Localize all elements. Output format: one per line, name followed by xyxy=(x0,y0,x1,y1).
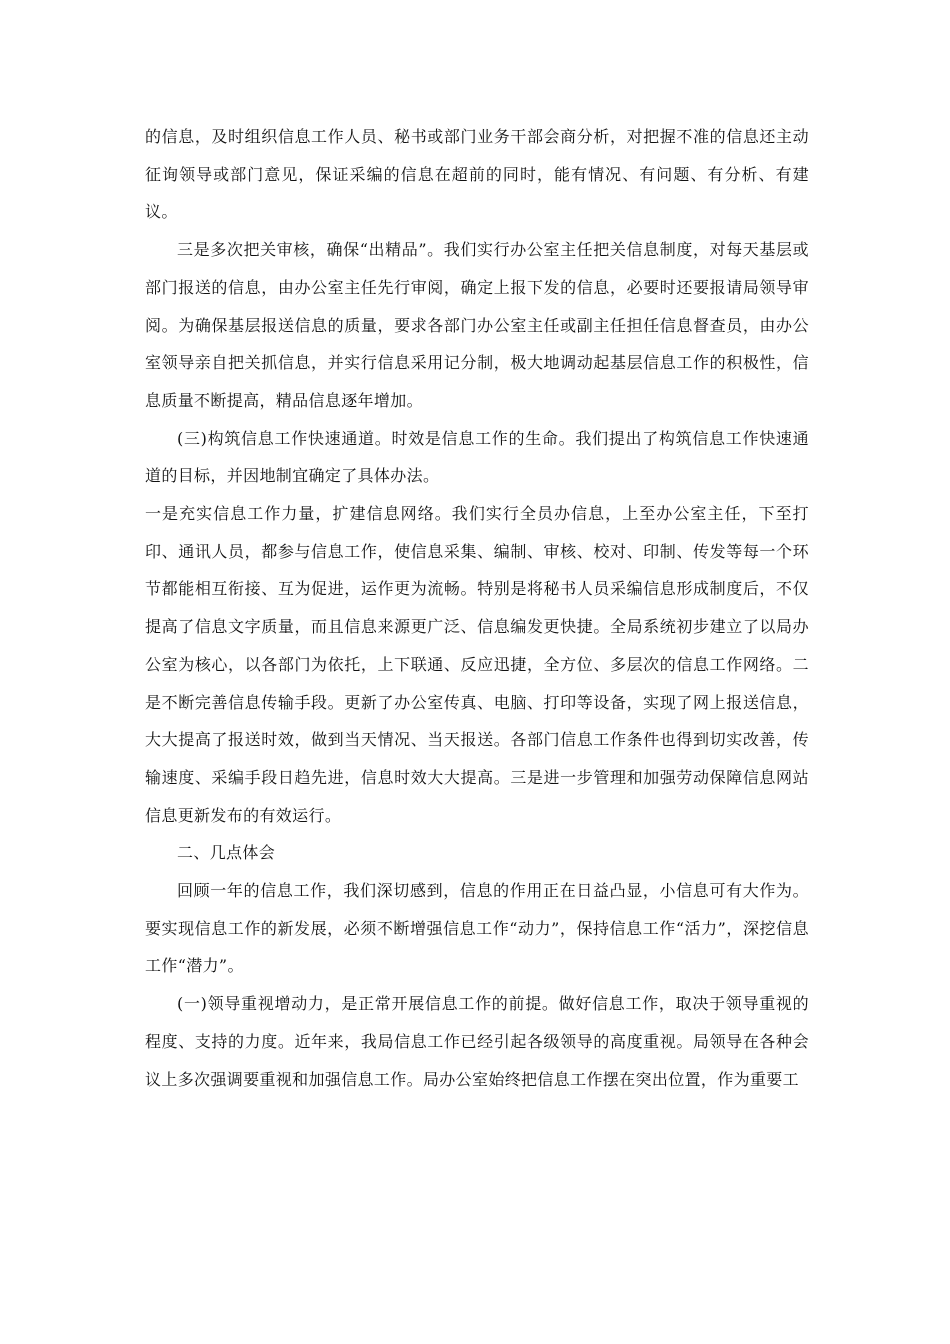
paragraph-review-check: 三是多次把关审核，确保“出精品”。我们实行办公室主任把关信息制度，对每天基层或部门报送的信息，由办公室主任先行审阅，确定上报下发的信息，必要时还要报请局领导审阅。为确保基层报送信息的质量，要求各部门办公室主任或副主任担任信息督查员，由办公室领导亲自把关抓信息，并实行信息采用记分制，极大地调动起基层信息工作的积极性，信息质量不断提高，精品信息逐年增加。 xyxy=(145,240,809,410)
paragraph-network-expansion: 一是充实信息工作力量，扩建信息网络。我们实行全员办信息，上至办公室主任，下至打印、通讯人员，都参与信息工作，使信息采集、编制、审核、校对、印制、传发等每一个环节都能相互衔接、互为促进，运作更为流畅。特别是将秘书人员采编信息形成制度后，不仅提高了信息文字质量，而且信息来源更广泛、信息编发更快捷。全局系统初步建立了以局办公室为核心，以各部门为依托，上下联通、反应迅捷，全方位、多层次的信息工作网络。二是不断完善信息传输手段。更新了办公室传真、电脑、打印等设备，实现了网上报送信息，大大提高了报送时效，做到当天情况、当天报送。各部门信息工作条件也得到切实改善，传输速度、采编手段日趋先进，信息时效大大提高。三是进一步管理和加强劳动保障信息网站信息更新发布的有效运行。 xyxy=(145,504,809,825)
paragraph-fast-channel-heading: (三)构筑信息工作快速通道。时效是信息工作的生命。我们提出了构筑信息工作快速通道的目标，并因地制宜确定了具体办法。 xyxy=(145,428,809,486)
paragraph-review-year: 回顾一年的信息工作，我们深切感到，信息的作用正在日益凸显，小信息可有大作为。要实现信息工作的新发展，必须不断增强信息工作“动力”，保持信息工作“活力”，深挖信息工作“潜力”。 xyxy=(145,881,809,976)
document-body xyxy=(145,118,809,1098)
section-heading-experience: 二、几点体会 xyxy=(177,843,276,863)
paragraph-continuation: 的信息，及时组织信息工作人员、秘书或部门业务干部会商分析，对把握不准的信息还主动征询领导或部门意见，保证采编的信息在超前的同时，能有情况、有问题、有分析、有建议。 xyxy=(145,127,809,222)
paragraph-leadership: (一)领导重视增动力，是正常开展信息工作的前提。做好信息工作，取决于领导重视的程度、支持的力度。近年来，我局信息工作已经引起各级领导的高度重视。局领导在各种会议上多次强调要重视和加强信息工作。局办公室始终把信息工作摆在突出位置，作为重要工 xyxy=(145,994,809,1089)
